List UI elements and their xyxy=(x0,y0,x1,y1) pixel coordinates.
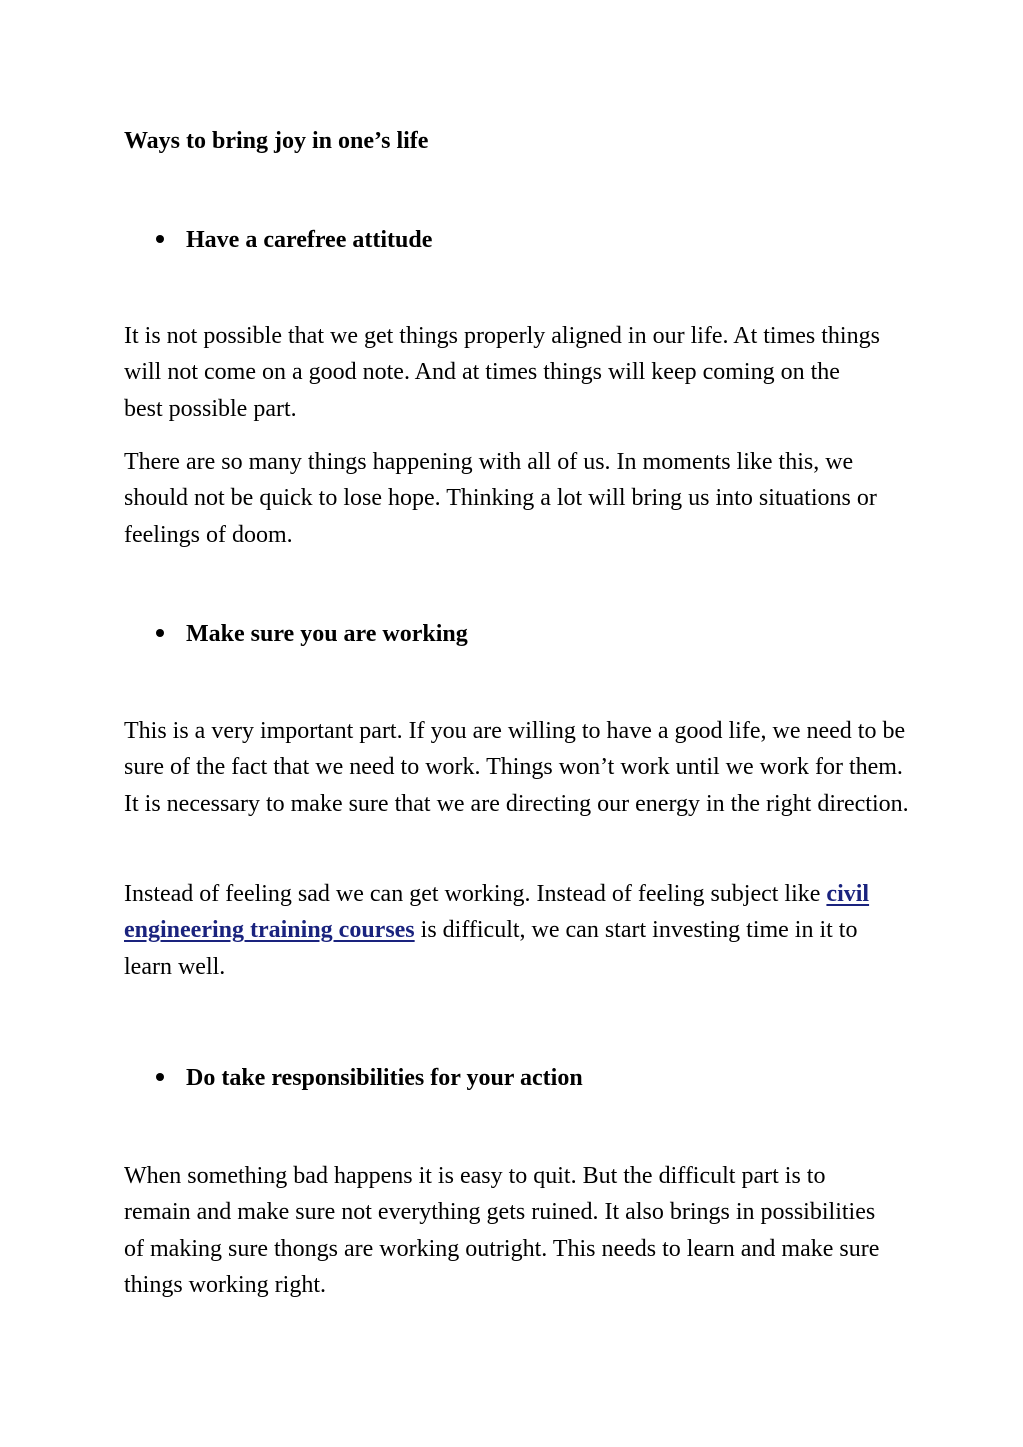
paragraph-text: is difficult, we can start investing time in it to learn well. xyxy=(124,917,858,980)
paragraph-with-link xyxy=(124,876,894,985)
paragraph: When something bad happens it is easy to quit. But the difficult part is to remain and make sure not everything gets ruined. It also brings in possibilities of making sure thongs are working outright. This needs to learn and make sure things working right. xyxy=(124,1163,880,1298)
bullet-icon xyxy=(156,235,164,243)
section-heading-text: Make sure you are working xyxy=(186,621,468,647)
section-heading-text: Do take responsibilities for your action xyxy=(186,1065,583,1091)
section-heading-text: Have a carefree attitude xyxy=(186,227,433,253)
paragraph: There are so many things happening with all of us. In moments like this, we should not be quick to lose hope. Thinking a lot will bring us into situations or feelings of doom. xyxy=(124,449,877,548)
paragraph: This is a very important part. If you are willing to have a good life, we need to be sure of the fact that we need to work. Things won’t work until we work for them. It is necessary to make sure that we are directing our energy in the right direction. xyxy=(124,718,909,817)
civil-engineering-courses-link[interactable]: civil engineering training courses xyxy=(124,881,870,944)
paragraph: It is not possible that we get things properly aligned in our life. At times things will not come on a good note. And at times things will keep coming on the best possible part. xyxy=(124,323,880,422)
document-title: Ways to bring joy in one’s life xyxy=(124,128,429,154)
paragraph-text: Instead of feeling sad we can get working. Instead of feeling subject like xyxy=(124,881,827,907)
bullet-icon xyxy=(156,1073,164,1081)
bullet-icon xyxy=(156,629,164,637)
